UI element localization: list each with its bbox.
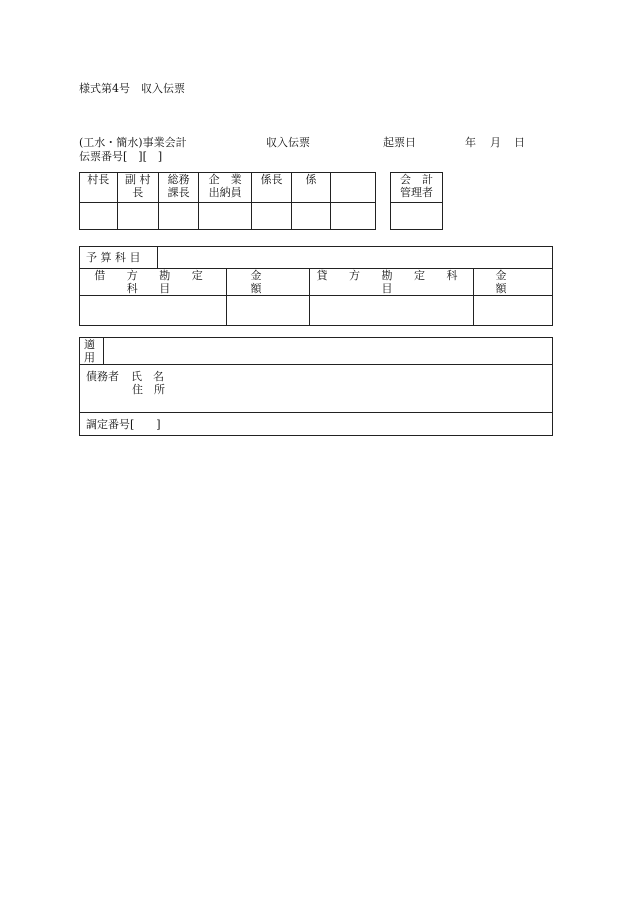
debit-amount-label: 金 額 [227, 269, 310, 296]
approval-head-2: 総務 課長 [158, 173, 198, 203]
accountant-head: 会 計 管理者 [391, 173, 443, 203]
credit-item-label: 貸 方 勘 定 科 目 [310, 269, 474, 296]
debtor-block [80, 365, 553, 413]
slip-number: 伝票番号[ ][ ] [79, 150, 163, 163]
credit-amount-value [474, 296, 553, 326]
debit-item-value [80, 296, 227, 326]
budget-item-value [158, 247, 553, 269]
details-table [79, 337, 553, 436]
stamp-cell [158, 203, 198, 230]
debtor-label: 債務者 [86, 370, 119, 383]
debit-amount-value [227, 296, 310, 326]
month-label: 月 [490, 136, 501, 149]
year-label: 年 [465, 136, 476, 149]
adjust-number: 調定番号[ ] [80, 413, 553, 436]
debtor-address-label: 住 所 [132, 383, 165, 396]
approval-head-1: 副 村 長 [117, 173, 158, 203]
accounts-table [79, 246, 566, 326]
debit-item-label: 借 方 勘 定 科 目 [80, 269, 227, 296]
org-name: (工水・簡水)事業会計 [79, 136, 187, 149]
approval-head-4: 係長 [251, 173, 291, 203]
summary-value [104, 338, 553, 365]
form-title: 様式第4号 収入伝票 [79, 82, 185, 95]
approval-head-0: 村長 [80, 173, 118, 203]
stamp-cell [199, 203, 251, 230]
credit-amount-label: 金 額 [474, 269, 553, 296]
approval-head-5: 係 [292, 173, 331, 203]
summary-label: 適 用 [80, 338, 104, 365]
accountant-table [390, 172, 443, 230]
stamp-cell [391, 203, 443, 230]
approval-head-3: 企 業 出納員 [199, 173, 251, 203]
stamp-cell [80, 203, 118, 230]
stamp-cell [251, 203, 291, 230]
debtor-name-label: 氏 名 [131, 370, 164, 383]
stamp-cell [292, 203, 331, 230]
doc-type: 収入伝票 [266, 136, 310, 149]
credit-item-value [310, 296, 474, 326]
day-label: 日 [514, 136, 525, 149]
stamp-cell [330, 203, 375, 230]
date-label: 起票日 [383, 136, 416, 149]
approval-table [79, 172, 376, 230]
stamp-cell [117, 203, 158, 230]
approval-head-6 [330, 173, 375, 203]
budget-item-label: 予 算 科 目 [80, 247, 158, 269]
